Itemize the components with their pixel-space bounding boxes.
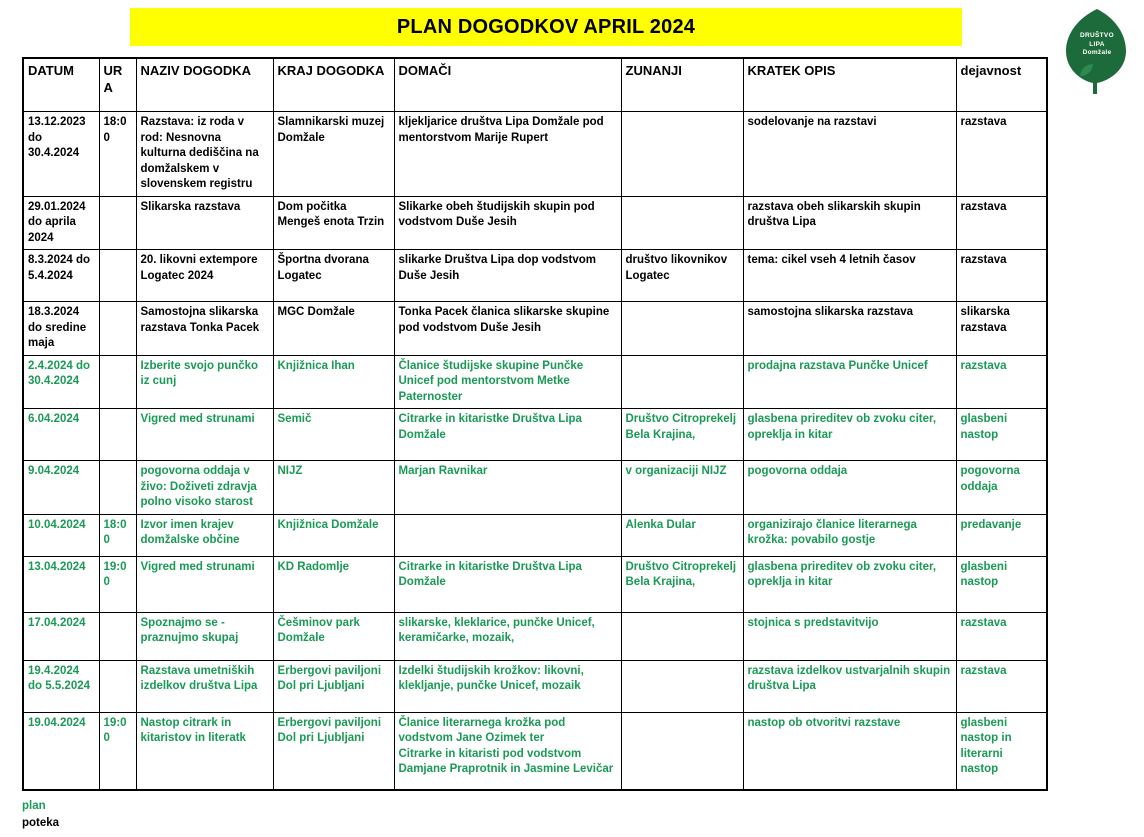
- schedule-table-wrapper: [22, 57, 1046, 791]
- cell-naziv: pogovorna oddaja v živo: Doživeti zdravja polno visoko starost: [136, 461, 273, 515]
- schedule-table-body: [23, 112, 1047, 791]
- column-header-dejavnost: dejavnost: [956, 58, 1047, 112]
- schedule-table: [22, 57, 1048, 791]
- cell-dejavnost: glasbeni nastop in literarni nastop: [956, 712, 1047, 790]
- table-row: [23, 612, 1047, 660]
- cell-dejavnost: razstava: [956, 196, 1047, 250]
- cell-kratek-opis: sodelovanje na razstavi: [743, 112, 956, 197]
- cell-datum: 13.04.2024: [23, 556, 99, 612]
- cell-dejavnost: glasbeni nastop: [956, 556, 1047, 612]
- cell-kraj: Češminov park Domžale: [273, 612, 394, 660]
- cell-domaci: Slikarke obeh študijskih skupin pod vodstvom Duše Jesih: [394, 196, 621, 250]
- cell-naziv: Vigred med strunami: [136, 409, 273, 461]
- cell-naziv: Izberite svojo punčko iz cunj: [136, 355, 273, 409]
- cell-zunanji: [621, 612, 743, 660]
- footer-poteka-label: poteka: [22, 817, 60, 829]
- cell-dejavnost: razstava: [956, 660, 1047, 712]
- cell-ura: [99, 302, 136, 356]
- cell-dejavnost: slikarska razstava: [956, 302, 1047, 356]
- cell-kraj: Semič: [273, 409, 394, 461]
- table-row: [23, 556, 1047, 612]
- table-row: [23, 514, 1047, 556]
- cell-ura: [99, 461, 136, 515]
- cell-naziv: Samostojna slikarska razstava Tonka Pacek: [136, 302, 273, 356]
- column-header-zunanji: ZUNANJI: [621, 58, 743, 112]
- cell-kratek-opis: organizirajo članice literarnega krožka: povabilo gostje: [743, 514, 956, 556]
- cell-datum: 6.04.2024: [23, 409, 99, 461]
- cell-dejavnost: razstava: [956, 112, 1047, 197]
- table-row: [23, 409, 1047, 461]
- cell-kraj: MGC Domžale: [273, 302, 394, 356]
- cell-naziv: Vigred med strunami: [136, 556, 273, 612]
- cell-datum: 18.3.2024 do sredine maja: [23, 302, 99, 356]
- cell-ura: [99, 409, 136, 461]
- cell-kraj: Športna dvorana Logatec: [273, 250, 394, 302]
- footer-plan-label: plan: [22, 800, 46, 812]
- cell-domaci: Članice literarnega krožka pod vodstvom Jane Ozimek ter Citrarke in kitaristi pod vodstvom Damjane Praprotnik in Jasmine Levičar: [394, 712, 621, 790]
- cell-dejavnost: razstava: [956, 250, 1047, 302]
- cell-zunanji: [621, 712, 743, 790]
- cell-naziv: 20. likovni extempore Logatec 2024: [136, 250, 273, 302]
- cell-datum: 13.12.2023 do 30.4.2024: [23, 112, 99, 197]
- cell-zunanji: v organizaciji NIJZ: [621, 461, 743, 515]
- cell-zunanji: [621, 355, 743, 409]
- cell-domaci: slikarske, kleklarice, punčke Unicef, keramičarke, mozaik,: [394, 612, 621, 660]
- cell-naziv: Izvor imen krajev domžalske občine: [136, 514, 273, 556]
- cell-zunanji: Društvo Citroprekelj Bela Krajina,: [621, 556, 743, 612]
- cell-zunanji: društvo likovnikov Logatec: [621, 250, 743, 302]
- cell-domaci: Citrarke in kitaristke Društva Lipa Domžale: [394, 409, 621, 461]
- cell-zunanji: [621, 196, 743, 250]
- footer-notes: [22, 798, 59, 832]
- cell-ura: [99, 250, 136, 302]
- table-row: [23, 355, 1047, 409]
- cell-kraj: KD Radomlje: [273, 556, 394, 612]
- cell-kratek-opis: glasbena prireditev ob zvoku citer, opreklja in kitar: [743, 409, 956, 461]
- cell-dejavnost: razstava: [956, 612, 1047, 660]
- column-header-domaci: DOMAČI: [394, 58, 621, 112]
- cell-kraj: Dom počitka Mengeš enota Trzin: [273, 196, 394, 250]
- cell-kratek-opis: samostojna slikarska razstava: [743, 302, 956, 356]
- cell-kratek-opis: prodajna razstava Punčke Unicef: [743, 355, 956, 409]
- column-header-datum: DATUM: [23, 58, 99, 112]
- cell-domaci: Izdelki študijskih krožkov: likovni, klekljanje, punčke Unicef, mozaik: [394, 660, 621, 712]
- logo-line-2: LIPA: [1089, 40, 1105, 48]
- cell-kraj: NIJZ: [273, 461, 394, 515]
- table-row: [23, 660, 1047, 712]
- logo-line-1: DRUŠTVO: [1080, 32, 1114, 39]
- cell-ura: [99, 660, 136, 712]
- cell-ura: 19:00: [99, 712, 136, 790]
- column-header-naziv-dogodka: NAZIV DOGODKA: [136, 58, 273, 112]
- cell-zunanji: [621, 112, 743, 197]
- cell-kratek-opis: nastop ob otvoritvi razstave: [743, 712, 956, 790]
- cell-kratek-opis: glasbena prireditev ob zvoku citer, opreklja in kitar: [743, 556, 956, 612]
- cell-domaci: [394, 514, 621, 556]
- cell-kratek-opis: razstava obeh slikarskih skupin društva Lipa: [743, 196, 956, 250]
- schedule-table-head: [23, 58, 1047, 112]
- cell-dejavnost: predavanje: [956, 514, 1047, 556]
- column-header-ura: URA: [99, 58, 136, 112]
- cell-naziv: Slikarska razstava: [136, 196, 273, 250]
- cell-ura: 18:00: [99, 514, 136, 556]
- cell-domaci: Članice študijske skupine Punčke Unicef pod mentorstvom Metke Paternoster: [394, 355, 621, 409]
- cell-domaci: kljekljarice društva Lipa Domžale pod mentorstvom Marije Rupert: [394, 112, 621, 197]
- cell-zunanji: Društvo Citroprekelj Bela Krajina,: [621, 409, 743, 461]
- cell-datum: 2.4.2024 do 30.4.2024: [23, 355, 99, 409]
- page-title-banner: [130, 8, 962, 46]
- cell-domaci: slikarke Društva Lipa dop vodstvom Duše Jesih: [394, 250, 621, 302]
- cell-zunanji: [621, 302, 743, 356]
- drustvo-lipa-leaf-logo: [1060, 6, 1134, 96]
- table-row: [23, 250, 1047, 302]
- cell-kratek-opis: tema: cikel vseh 4 letnih časov: [743, 250, 956, 302]
- page-title: PLAN DOGODKOV APRIL 2024: [396, 15, 696, 38]
- cell-kraj: Erbergovi paviljoni Dol pri Ljubljani: [273, 712, 394, 790]
- cell-naziv: Razstava umetniških izdelkov društva Lipa: [136, 660, 273, 712]
- table-row: [23, 461, 1047, 515]
- table-row: [23, 196, 1047, 250]
- cell-datum: 19.04.2024: [23, 712, 99, 790]
- column-header-kraj-dogodka: KRAJ DOGODKA: [273, 58, 394, 112]
- cell-naziv: Spoznajmo se - praznujmo skupaj: [136, 612, 273, 660]
- cell-ura: 19:00: [99, 556, 136, 612]
- cell-datum: 9.04.2024: [23, 461, 99, 515]
- cell-dejavnost: glasbeni nastop: [956, 409, 1047, 461]
- cell-kraj: Slamnikarski muzej Domžale: [273, 112, 394, 197]
- cell-ura: 18:00: [99, 112, 136, 197]
- cell-domaci: Marjan Ravnikar: [394, 461, 621, 515]
- cell-ura: [99, 612, 136, 660]
- cell-kratek-opis: razstava izdelkov ustvarjalnih skupin društva Lipa: [743, 660, 956, 712]
- table-row: [23, 712, 1047, 790]
- cell-dejavnost: pogovorna oddaja: [956, 461, 1047, 515]
- logo-line-3: Domžale: [1082, 49, 1112, 56]
- cell-naziv: Razstava: iz roda v rod: Nesnovna kulturna dediščina na domžalskem v slovenskem registru: [136, 112, 273, 197]
- cell-dejavnost: razstava: [956, 355, 1047, 409]
- cell-datum: 10.04.2024: [23, 514, 99, 556]
- cell-domaci: Citrarke in kitaristke Društva Lipa Domžale: [394, 556, 621, 612]
- cell-naziv: Nastop citrark in kitaristov in literatk: [136, 712, 273, 790]
- cell-domaci: Tonka Pacek članica slikarske skupine pod vodstvom Duše Jesih: [394, 302, 621, 356]
- cell-ura: [99, 355, 136, 409]
- cell-zunanji: [621, 660, 743, 712]
- cell-datum: 8.3.2024 do 5.4.2024: [23, 250, 99, 302]
- table-row: [23, 112, 1047, 197]
- cell-datum: 17.04.2024: [23, 612, 99, 660]
- cell-kratek-opis: stojnica s predstavitvijo: [743, 612, 956, 660]
- cell-ura: [99, 196, 136, 250]
- cell-datum: 29.01.2024 do aprila 2024: [23, 196, 99, 250]
- column-header-kratek-opis: KRATEK OPIS: [743, 58, 956, 112]
- cell-kraj: Erbergovi paviljoni Dol pri Ljubljani: [273, 660, 394, 712]
- table-row: [23, 302, 1047, 356]
- table-header-row: [23, 58, 1047, 112]
- cell-datum: 19.4.2024 do 5.5.2024: [23, 660, 99, 712]
- cell-kraj: Knjižnica Ihan: [273, 355, 394, 409]
- cell-kraj: Knjižnica Domžale: [273, 514, 394, 556]
- cell-kratek-opis: pogovorna oddaja: [743, 461, 956, 515]
- cell-zunanji: Alenka Dular: [621, 514, 743, 556]
